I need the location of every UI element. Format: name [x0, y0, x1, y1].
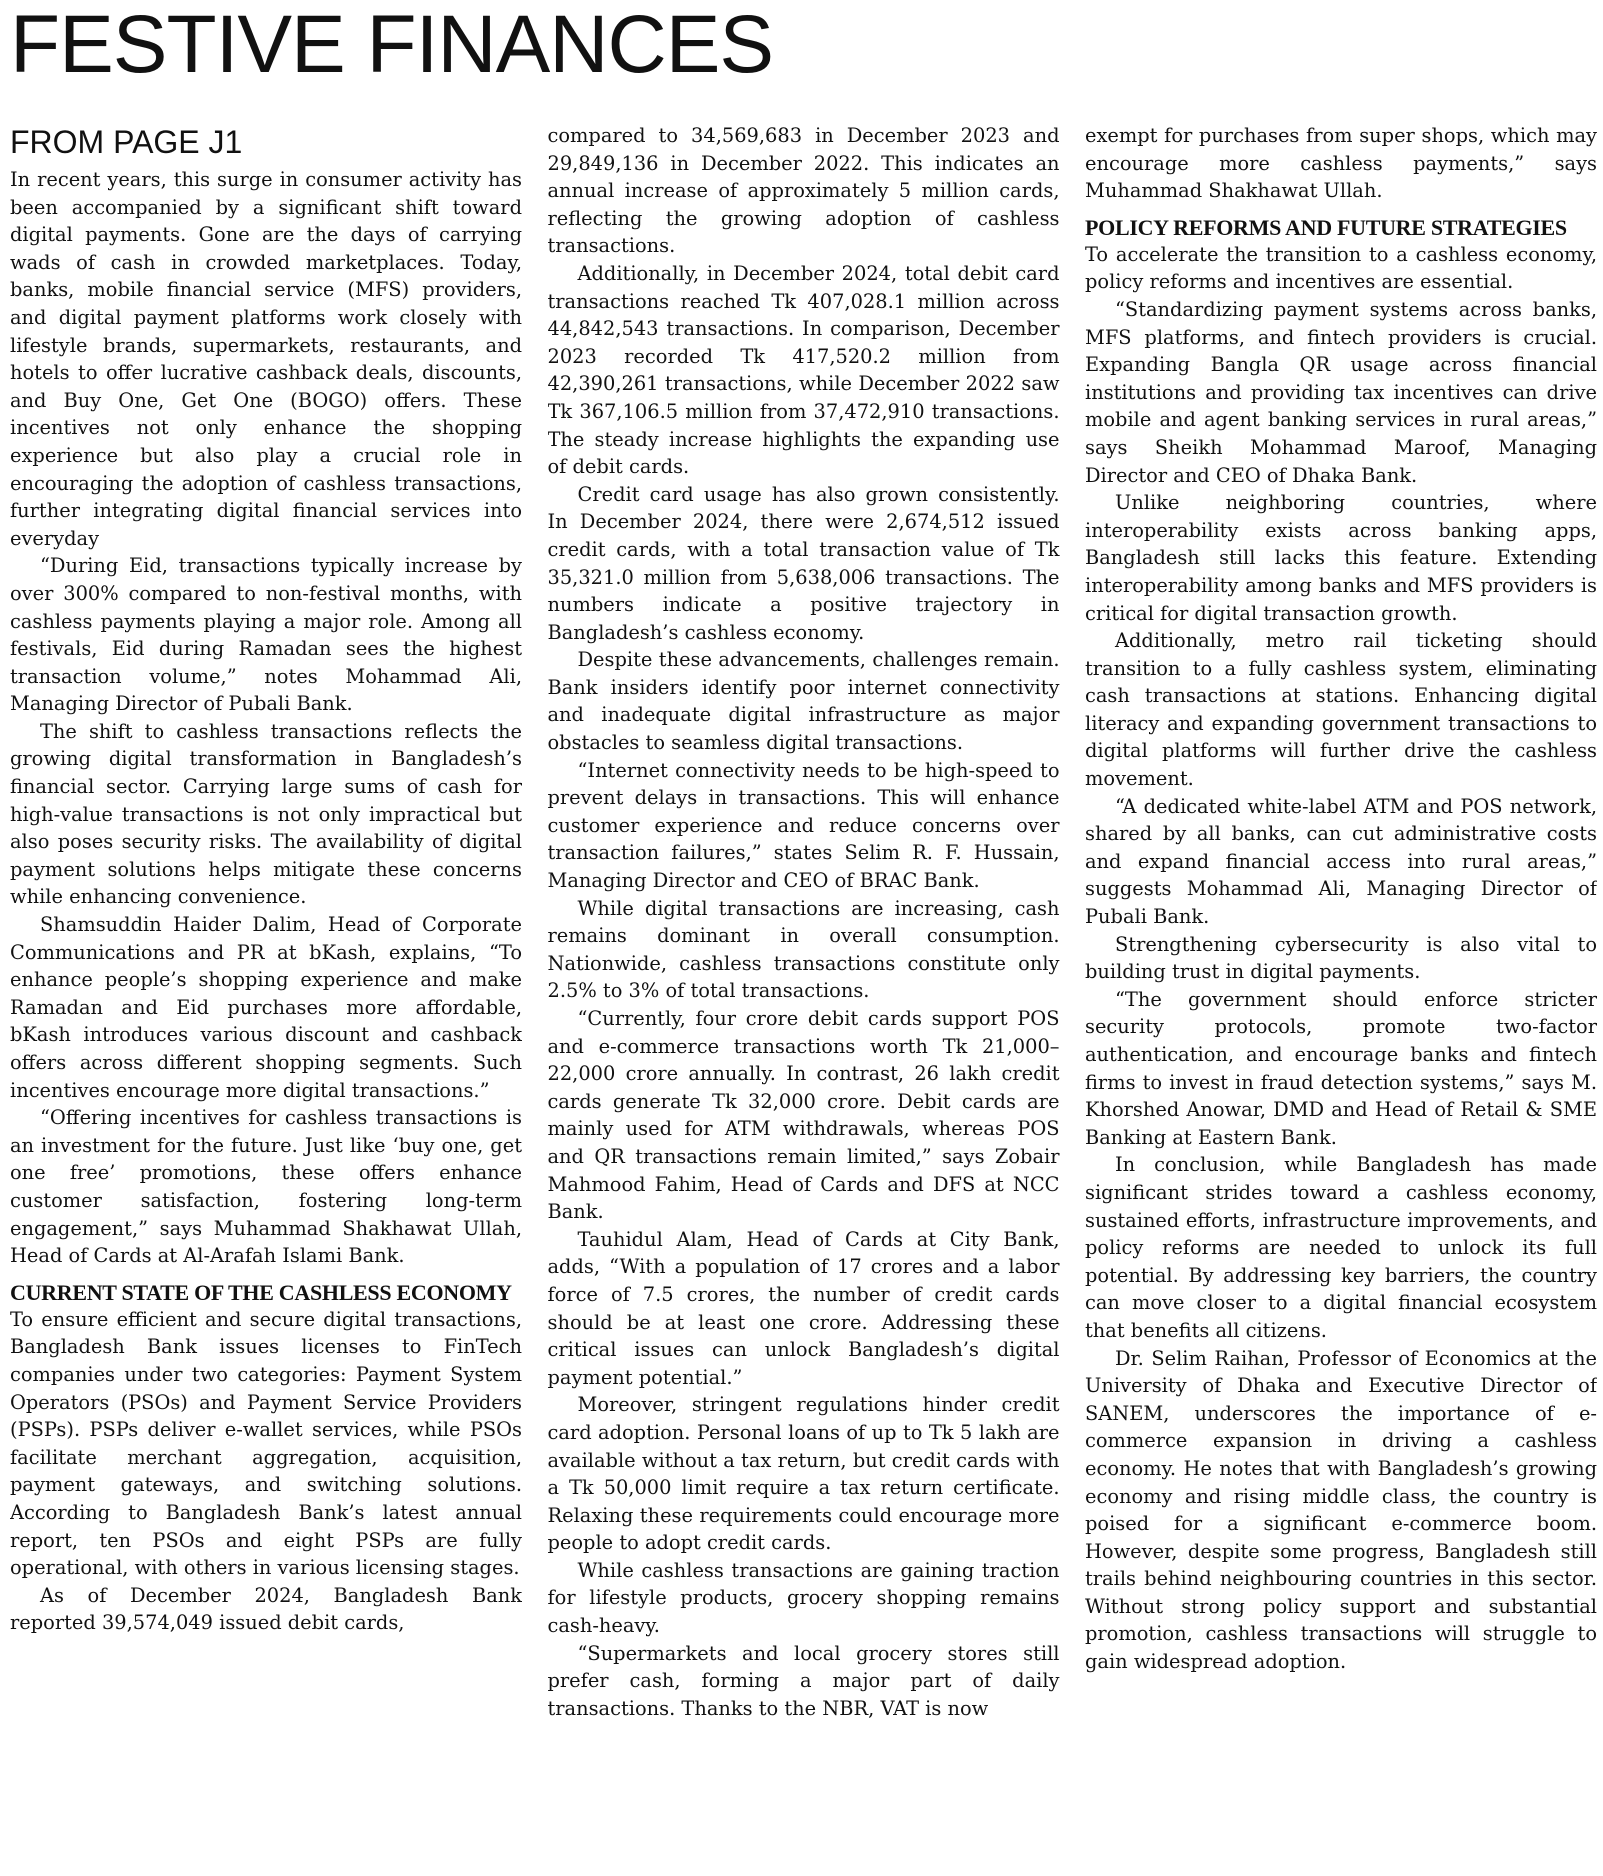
paragraph: “Supermarkets and local grocery stores still prefer cash, forming a major part of daily transactions. Thanks to the NBR, VAT is now [547, 1641, 1060, 1720]
paragraph: Unlike neighboring countries, where interoperability exists across banking apps, Bangladesh still lacks this feature. Extending interoperability among banks and MFS providers is critical for digital transaction growth. [1085, 491, 1597, 625]
subheading-current-state: CURRENT STATE OF THE CASHLESS ECONOMY [10, 1279, 512, 1305]
column-2 [548, 122, 1060, 1870]
paragraph: Additionally, metro rail ticketing should transition to a fully cashless system, eliminating cash transactions at stations. Enhancing digital literacy and expanding government transactions to digital platforms will further drive the cashless movement. [1085, 629, 1597, 791]
paragraph: “Currently, four crore debit cards support POS and e-commerce transactions worth Tk 21,000–22,000 crore annually. In contrast, 26 lakh credit cards generate Tk 32,000 crore. Debit cards are mainly used for ATM withdrawals, whereas POS and QR transactions remain limited,” says Zobair Mahmood Fahim, Head of Cards and DFS at NCC Bank. [547, 1007, 1060, 1224]
paragraph: “A dedicated white-label ATM and POS network, shared by all banks, can cut administrative costs and expand financial access into rural areas,” suggests Mohammad Ali, Managing Director of Pubali Bank. [1085, 794, 1597, 929]
paragraph: Dr. Selim Raihan, Professor of Economics at the University of Dhaka and Executive Director of SANEM, underscores the importance of e-commerce expansion in driving a cashless economy. He notes that with Bangladesh’s growing economy and rising middle class, the country is poised for a significant e-commerce boom. However, despite some progress, Bangladesh still trails behind neighbouring countries in this sector. Without strong policy support and substantial promotion, cashless transactions will struggle to gain widespread adoption. [1085, 1346, 1597, 1674]
article-body [10, 122, 1597, 1870]
paragraph: To accelerate the transition to a cashless economy, policy reforms and incentives are essential. [1085, 242, 1597, 294]
paragraph: Additionally, in December 2024, total debit card transactions reached Tk 407,028.1 million across 44,842,543 transactions. In comparison, December 2023 recorded Tk 417,520.2 million from 42,390,261 transactions, while December 2022 saw Tk 367,106.5 million from 37,472,910 transactions. The steady increase highlights the expanding use of debit cards. [547, 261, 1060, 479]
paragraph: “The government should enforce stricter security protocols, promote two-factor authentication, and encourage banks and fintech firms to invest in fraud detection systems,” says M. Khorshed Anowar, DMD and Head of Retail & SME Banking at Eastern Bank. [1085, 987, 1597, 1149]
paragraph: exempt for purchases from super shops, which may encourage more cashless payments,” says Muhammad Shakhawat Ullah. [1085, 124, 1597, 203]
subheading-policy-reforms: POLICY REFORMS AND FUTURE STRATEGIES [1085, 214, 1567, 240]
paragraph: While digital transactions are increasing, cash remains dominant in overall consumption. Nationwide, cashless transactions constitute only 2.5% to 3% of total transactions. [547, 896, 1060, 1003]
paragraph: Credit card usage has also grown consistently. In December 2024, there were 2,674,512 issued credit cards, with a total transaction value of Tk 35,321.0 million from 5,638,006 transactions. The numbers indicate a positive trajectory in Bangladesh’s cashless economy. [547, 482, 1060, 644]
paragraph: Moreover, stringent regulations hinder credit card adoption. Personal loans of up to Tk 5 lakh are available without a tax return, but credit cards with a Tk 50,000 limit require a tax return certificate. Relaxing these requirements could encourage more people to adopt credit cards. [547, 1393, 1060, 1555]
headline: FESTIVE FINANCES [10, 0, 774, 90]
column-3 [1085, 122, 1597, 1870]
paragraph: In recent years, this surge in consumer activity has been accompanied by a significant shift toward digital payments. Gone are the days of carrying wads of cash in crowded marketplaces. Today, banks, mobile financial service (MFS) providers, and digital payment platforms work closely with lifestyle brands, supermarkets, restaurants, and hotels to offer lucrative cashback deals, discounts, and Buy One, Get One (BOGO) offers. These incentives not only enhance the shopping experience but also play a crucial role in encouraging the adoption of cashless transactions, further integrating digital financial services into everyday [10, 168, 522, 550]
paragraph: While cashless transactions are gaining traction for lifestyle products, grocery shopping remains cash-heavy. [547, 1558, 1060, 1638]
paragraph: “During Eid, transactions typically increase by over 300% compared to non-festival months, with cashless payments playing a major role. Among all festivals, Eid during Ramadan sees the highest transaction volume,” notes Mohammad Ali, Managing Director of Pubali Bank. [10, 554, 522, 716]
continuation-kicker: FROM PAGE J1 [10, 124, 243, 160]
paragraph: Shamsuddin Haider Dalim, Head of Corporate Communications and PR at bKash, explains, “To enhance people’s shopping experience and make Ramadan and Eid purchases more affordable, bKash introduces various discount and cashback offers across different shopping segments. Such incentives encourage more digital transactions.” [10, 913, 522, 1102]
paragraph: As of December 2024, Bangladesh Bank reported 39,574,049 issued debit cards, [10, 1583, 522, 1635]
paragraph: Despite these advancements, challenges remain. Bank insiders identify poor internet connectivity and inadequate digital infrastructure as major obstacles to seamless digital transactions. [547, 648, 1060, 755]
paragraph: Strengthening cybersecurity is also vital to building trust in digital payments. [1085, 932, 1597, 984]
paragraph: compared to 34,569,683 in December 2023 and 29,849,136 in December 2022. This indicates an annual increase of approximately 5 million cards, reflecting the growing adoption of cashless transactions. [547, 124, 1060, 258]
paragraph: In conclusion, while Bangladesh has made significant strides toward a cashless economy, sustained efforts, infrastructure improvements, and policy reforms are needed to unlock its full potential. By addressing key barriers, the country can move closer to a digital financial ecosystem that benefits all citizens. [1085, 1153, 1597, 1342]
column-1 [10, 122, 522, 1870]
paragraph: “Standardizing payment systems across banks, MFS platforms, and fintech providers is crucial. Expanding Bangla QR usage across financial institutions and providing tax incentives can drive mobile and agent banking services in rural areas,” says Sheikh Mohammad Maroof, Managing Director and CEO of Dhaka Bank. [1085, 297, 1597, 487]
paragraph: “Internet connectivity needs to be high-speed to prevent delays in transactions. This will enhance customer experience and reduce concerns over transaction failures,” states Selim R. F. Hussain, Managing Director and CEO of BRAC Bank. [547, 758, 1060, 893]
paragraph: To ensure efficient and secure digital transactions, Bangladesh Bank issues licenses to FinTech companies under two categories: Payment System Operators (PSOs) and Payment Service Providers (PSPs). PSPs deliver e-wallet services, while PSOs facilitate merchant aggregation, acquisition, payment gateways, and switching solutions. According to Bangladesh Bank’s latest annual report, ten PSOs and eight PSPs are fully operational, with others in various licensing stages. [10, 1307, 522, 1580]
paragraph: “Offering incentives for cashless transactions is an investment for the future. Just like ‘buy one, get one free’ promotions, these offers enhance customer satisfaction, fostering long-term engagement,” says Muhammad Shakhawat Ullah, Head of Cards at Al-Arafah Islami Bank. [10, 1106, 522, 1268]
paragraph: Tauhidul Alam, Head of Cards at City Bank, adds, “With a population of 17 crores and a labor force of 7.5 crores, the number of credit cards should be at least one crore. Addressing these critical issues can unlock Bangladesh’s digital payment potential.” [547, 1227, 1060, 1389]
paragraph: The shift to cashless transactions reflects the growing digital transformation in Bangladesh’s financial sector. Carrying large sums of cash for high-value transactions is not only impractical but also poses security risks. The availability of digital payment solutions helps mitigate these concerns while enhancing convenience. [10, 719, 522, 909]
